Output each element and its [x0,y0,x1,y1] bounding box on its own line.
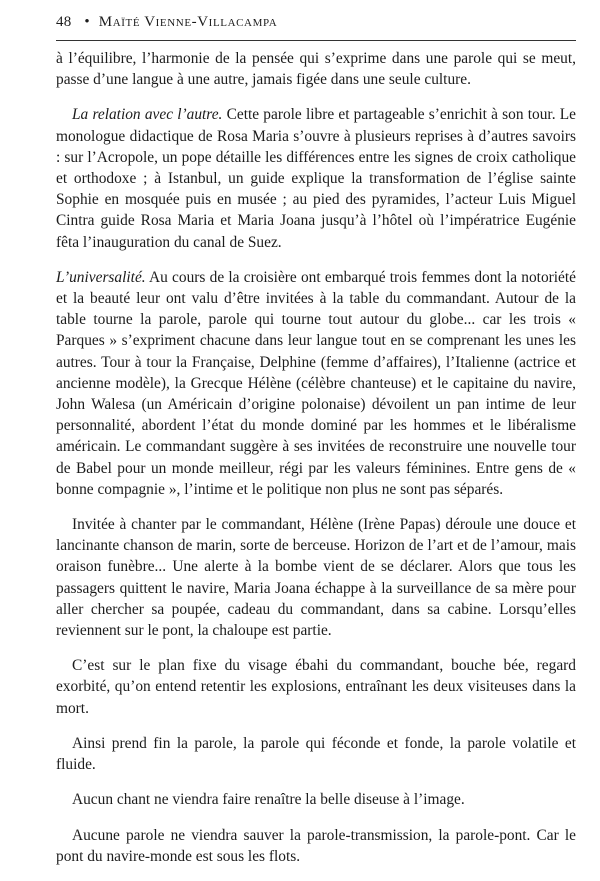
paragraph-5 [56,655,576,719]
page-number: 48 [56,14,72,30]
header-author: Maïté Vienne-Villacampa [98,14,278,30]
page-body [56,48,576,881]
paragraph-lead: La relation avec l’autre. [72,106,223,124]
paragraph-text: Au cours de la croisière ont embarqué trois femmes dont la notoriété et la beauté leur ont valu d’être invitées à la table du commandant. Autour de la table tourne la parole, parole qui tourne tout autour du globe... car les trois « Parques » s’expriment chacune dans leur langue tout en se comprenant les unes les autres. Tour à tour la Française, Delphine (femme d’affaires), l’Italienne (actrice et ancienne modèle), la Grecque Hélène (célèbre chanteuse) et le capitaine du navire, John Walesa (un Américain d’origine polonaise) dévoilent un pan intime de leur personnalité, abordent l’état du monde dominé par les hommes et le libéralisme américain. Le commandant suggère à ses invitées de reconstruire une nouvelle tour de Babel pour un monde meilleur, régi par les valeurs féminines. Entre gens de « bonne compagnie », l’intime et le politique non plus ne sont pas séparés. [56,268,576,498]
paragraph-text: Aucune parole ne viendra sauver la parole-transmission, la parole-pont. Car le pont du navire-monde est sous les flots. [56,826,576,865]
paragraph-3 [56,267,576,500]
paragraph-lead: L’universalité. [56,268,146,286]
paragraph-text: à l’équilibre, l’harmonie de la pensée qui s’exprime dans une parole qui se meut, passe d’une langue à une autre, jamais figée dans une seule culture. [56,50,576,89]
paragraph-text: Invitée à chanter par le commandant, Hélène (Irène Papas) déroule une douce et lancinante chanson de marin, sorte de berceuse. Horizon de l’art et de l’amour, mais oraison funèbre... Une alerte à la bombe vient de se déclarer. Alors que tous les passagers quittent le navire, Maria Joana échappe à la surveillance de sa mère pour aller chercher sa poupée, cadeau du commandant, dans sa cabine. Lorsqu’elles reviennent sur le pont, la chaloupe est partie. [56,516,576,640]
paragraph-1 [56,48,576,90]
paragraph-4 [56,514,576,641]
paragraph-text: Cette parole libre et partageable s’enrichit à son tour. Le monologue didactique de Rosa Maria s’ouvre à plusieurs reprises à d’autres savoirs : sur l’Acropole, un pope détaille les différences entre les signes de croix catholique et orthodoxe ; à Istanbul, un guide explique la transformation de l’église sainte Sophie en mosquée puis en musée ; au pied des pyramides, l’acteur Luis Miguel Cintra guide Rosa Maria et Maria Joana jusqu’à l’hôtel où l’impératrice Eugénie fêta l’inauguration du canal de Suez. [56,106,576,251]
paragraph-8 [56,825,576,867]
paragraph-text: Ainsi prend fin la parole, la parole qui féconde et fonde, la parole volatile et fluide. [56,734,576,774]
paragraph-text: C’est sur le plan fixe du visage ébahi du commandant, bouche bée, regard exorbité, qu’on entend retentir les explosions, entraînant les deux visiteuses dans la mort. [56,657,576,717]
paragraph-7 [56,789,576,810]
paragraph-text: Aucun chant ne viendra faire renaître la belle diseuse à l’image. [72,791,465,809]
running-header [56,12,576,41]
header-separator: • [84,14,90,30]
paragraph-2 [56,104,576,252]
paragraph-6 [56,733,576,775]
